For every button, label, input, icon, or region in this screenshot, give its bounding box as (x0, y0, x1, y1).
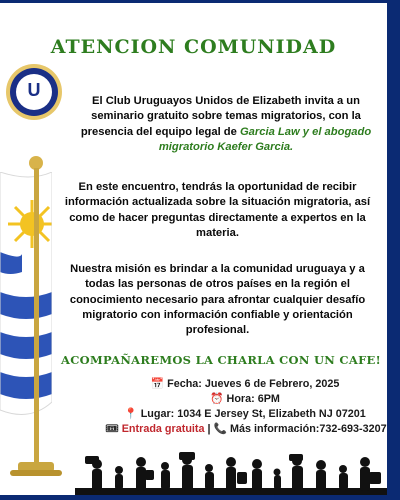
migrants-silhouette-image (75, 452, 387, 500)
flyer-title: ATENCION COMUNIDAD (50, 36, 337, 58)
mission-paragraph: Nuestra misión es brindar a la comunidad uruguaya y a todas las personas de otros países en la región el conocimiento necesario para afrontar cualquier desafío migratorio con información confiable y orientación profesional. (69, 263, 366, 337)
intro-text: El Club Uruguayos Unidos de Elizabeth invita a un seminario gratuito sobre temas migratorios, con la presencia del equipo legal de (80, 95, 361, 138)
uruguay-flag-image (0, 172, 52, 420)
entry-contact-row (105, 422, 385, 437)
club-logo (6, 64, 62, 120)
location-text: Lugar: 1034 E Jersey St, Elizabeth NJ 07201 (140, 408, 366, 420)
logo-letter: U (27, 80, 41, 100)
intro-paragraph (70, 94, 382, 155)
flag-stand-base (10, 470, 62, 476)
ticket-icon: 🎟 (105, 423, 119, 435)
legal-team-highlight: Garcia Law y el abogado migratorio Kaefer Garcia. (158, 125, 372, 153)
footer-bar (0, 495, 400, 500)
date-row (105, 377, 385, 392)
event-details (105, 377, 385, 437)
separator: | (204, 423, 214, 435)
location-row (105, 407, 385, 422)
free-entry-text: Entrada gratuita (121, 423, 205, 435)
calendar-icon: 📅 (150, 378, 165, 390)
location-pin-icon: 📍 (124, 408, 138, 420)
uruguay-flag-svg (0, 172, 52, 420)
contact-text: Más información:732-693-3207 (230, 423, 387, 435)
date-text: Fecha: Jueves 6 de Febrero, 2025 (167, 378, 340, 390)
alarm-clock-icon: ⏰ (210, 393, 224, 405)
encounter-paragraph: En este encuentro, tendrás la oportunidad de recibir información actualizada sobre la situación migratoria, así como de hacer preguntas directamente a expertos en la materia. (64, 181, 371, 239)
time-text: Hora: 6PM (226, 393, 280, 405)
logo-inner (16, 74, 52, 110)
time-row (105, 392, 385, 407)
silhouette-svg (75, 452, 387, 500)
flagpole (34, 168, 39, 468)
phone-icon: 📞 (213, 423, 227, 435)
coffee-announcement: ACOMPAÑAREMOS LA CHARLA CON UN CAFE! (61, 353, 381, 367)
